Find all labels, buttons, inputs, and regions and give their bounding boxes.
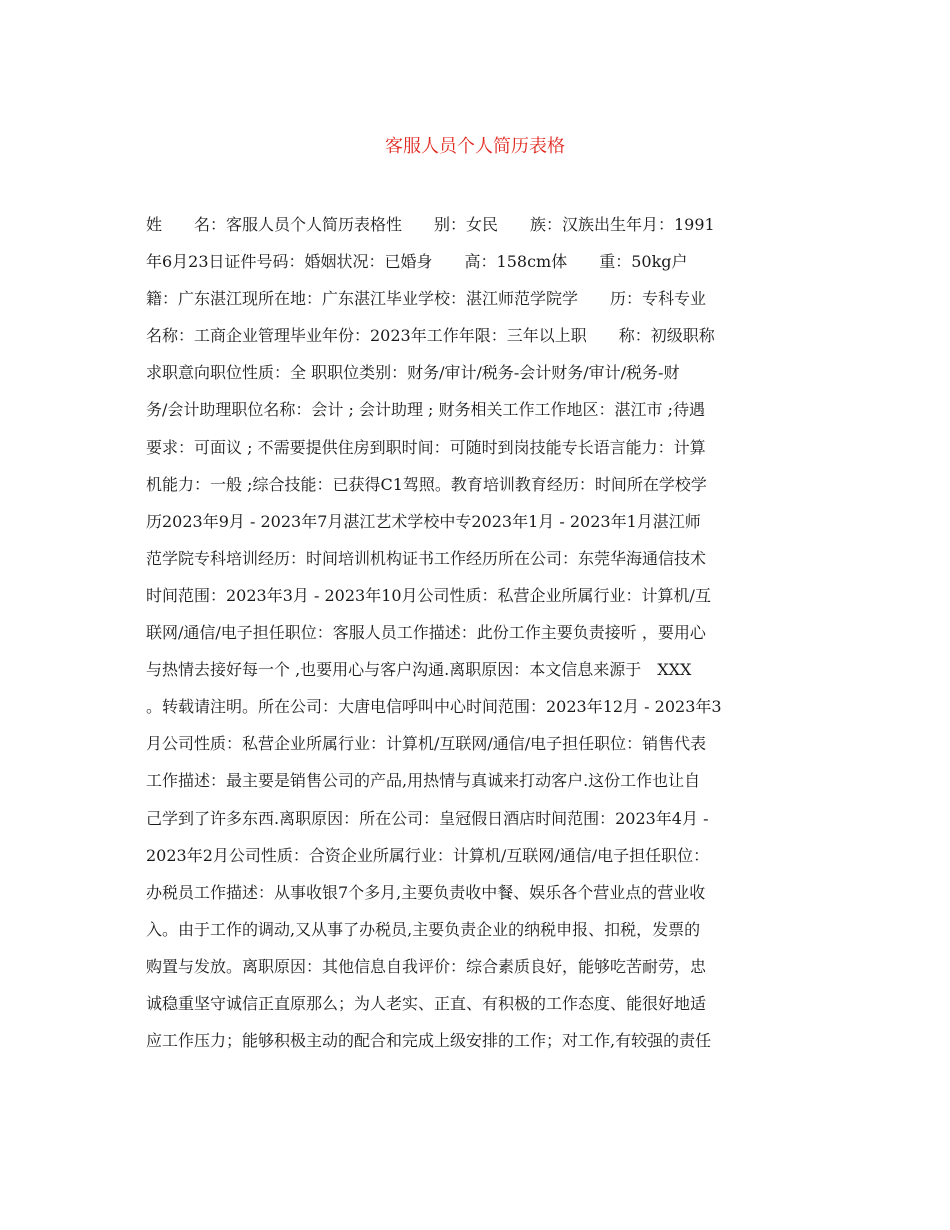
body-text-line: 历2023年9月 - 2023年7月湛江艺术学校中专2023年1月 - 2023年1月湛江师 (146, 511, 701, 531)
body-text-line: 要求：可面议 ; 不需要提供住房到职时间：可随时到岗技能专长语言能力：计算 (146, 437, 706, 457)
body-text-line: 购置与发放。离职原因：其他信息自我评价：综合素质良好，能够吃苦耐劳，忠 (146, 956, 707, 976)
body-text-line: 2023年2月公司性质：合资企业所属行业：计算机/互联网/通信/电子担任职位： (146, 845, 710, 865)
body-text-line: 求职意向职位性质：全 职职位类别：财务/审计/税务-会计财务/审计/税务-财 (146, 363, 680, 383)
body-text-line: 联网/通信/电子担任职位：客服人员工作描述：此份工作主要负责接听 ，要用心 (146, 623, 706, 643)
body-text-line: 范学院专科培训经历：时间培训机构证书工作经历所在公司：东莞华海通信技术 (146, 548, 707, 568)
body-text-line: 入。由于工作的调动,又从事了办税员,主要负责企业的纳税申报、扣税，发票的 (146, 919, 701, 939)
body-text-line: 应工作压力；能够积极主动的配合和完成上级安排的工作；对工作,有较强的责任 (146, 1031, 712, 1051)
body-text-line: 。转载请注明。所在公司：大唐电信呼叫中心时间范围：2023年12月 - 2023年3 (146, 697, 722, 717)
body-text-line: 与热情去接好每一个 ,也要用心与客户沟通.离职原因：本文信息来源于 XXX (146, 660, 692, 680)
resume-body-text (146, 206, 808, 1059)
body-text-line: 名称：工商企业管理毕业年份：2023年工作年限：三年以上职 称：初级职称 (146, 326, 715, 346)
body-text-line: 诚稳重坚守诚信正直原那么；为人老实、正直、有积极的工作态度、能很好地适 (146, 993, 707, 1013)
body-text-line: 年6月23日证件号码：婚姻状况：已婚身 高：158cm体 重：50kg户 (146, 252, 688, 272)
body-text-line: 己学到了许多东西.离职原因：所在公司：皇冠假日酒店时间范围：2023年4月 - (146, 808, 709, 828)
body-text-line: 时间范围：2023年3月 - 2023年10月公司性质：私营企业所属行业：计算机/互 (146, 585, 711, 605)
document-title: 客服人员个人简历表格 (385, 136, 565, 157)
body-text-line: 籍：广东湛江现所在地：广东湛江毕业学校：湛江师范学院学 历：专科专业 (146, 289, 707, 309)
body-text-line: 机能力：一般 ;综合技能：已获得C1驾照。教育培训教育经历：时间所在学校学 (146, 474, 707, 494)
body-text-line: 办税员工作描述：从事收银7个多月,主要负责收中餐、娱乐各个营业点的营业收 (146, 882, 706, 902)
body-text-line: 姓 名：客服人员个人简历表格性 别：女民 族：汉族出生年月：1991 (146, 215, 715, 234)
body-text-line: 月公司性质：私营企业所属行业：计算机/互联网/通信/电子担任职位：销售代表 (146, 734, 707, 754)
body-text-line: 务/会计助理职位名称：会计 ; 会计助理 ; 财务相关工作工作地区：湛江市 ;待遇 (146, 400, 705, 420)
body-text-line: 工作描述：最主要是销售公司的产品,用热情与真诚来打动客户.这份工作也让自 (146, 771, 701, 791)
